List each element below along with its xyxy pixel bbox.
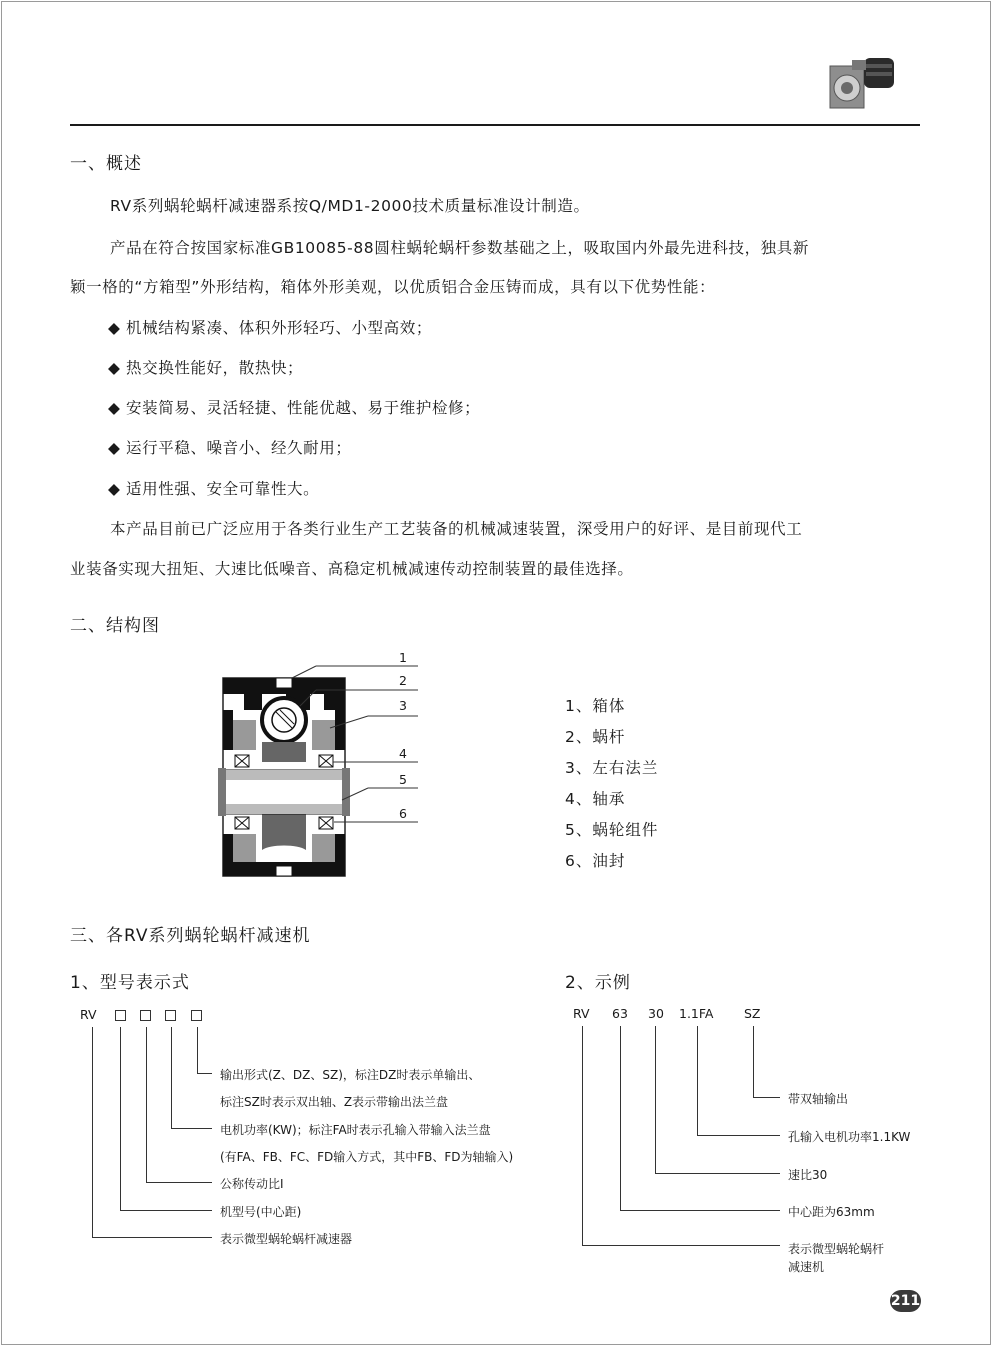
callout-number: 1: [399, 650, 407, 665]
leader-line: [582, 1026, 583, 1245]
legend-item: 2、蜗杆: [565, 728, 626, 746]
leader-line: [92, 1027, 93, 1237]
model-code-prefix: RV: [80, 1007, 97, 1022]
paragraph-standard: RV系列蜗轮蜗杆减速器系按Q/MD1-2000技术质量标准设计制造。: [110, 197, 590, 215]
example-note: 中心距为63mm: [788, 1205, 875, 1219]
leader-line: [753, 1097, 780, 1098]
example-note: 孔输入电机功率1.1KW: [788, 1130, 911, 1144]
example-note: 速比30: [788, 1168, 828, 1182]
leader-line: [171, 1027, 172, 1128]
leader-line: [753, 1026, 754, 1097]
example-code: 1.1FA: [679, 1006, 714, 1021]
leader-line: [120, 1210, 212, 1211]
paragraph-application-line1: 本产品目前已广泛应用于各类行业生产工艺装备的机械减速装置，深受用户的好评、是目前现代工: [110, 520, 803, 538]
subsection-title-model-format: 1、型号表示式: [70, 973, 190, 993]
legend-item: 3、左右法兰: [565, 759, 659, 777]
legend-item: 1、箱体: [565, 697, 626, 715]
bullet-item: ◆ 适用性强、安全可靠性大。: [108, 480, 320, 498]
callout-number: 4: [399, 746, 407, 761]
leader-line: [655, 1173, 780, 1174]
page-number: 211: [890, 1290, 921, 1312]
example-code: SZ: [744, 1006, 761, 1021]
legend-item: 4、轴承: [565, 790, 626, 808]
leader-line: [197, 1027, 198, 1073]
leader-line: [197, 1073, 212, 1074]
subsection-title-example: 2、示例: [565, 973, 631, 993]
paragraph-application-line2: 业装备实现大扭矩、大速比低噪音、高稳定机械减速传动控制装置的最佳选择。: [70, 560, 634, 578]
structure-diagram: [218, 650, 428, 886]
code-placeholder-box: [191, 1010, 202, 1021]
leader-line: [146, 1182, 212, 1183]
section-title-structure: 二、结构图: [70, 616, 160, 636]
leader-line: [620, 1026, 621, 1210]
code-placeholder-box: [165, 1010, 176, 1021]
code-placeholder-box: [115, 1010, 126, 1021]
callout-number: 2: [399, 673, 407, 688]
leader-line: [92, 1237, 212, 1238]
example-code: RV: [573, 1006, 590, 1021]
model-note: 机型号(中心距): [220, 1205, 302, 1219]
bullet-item: ◆ 安装简易、灵活轻捷、性能优越、易于维护检修；: [108, 399, 481, 417]
example-code: 30: [648, 1006, 664, 1021]
callout-number: 5: [399, 772, 407, 787]
leader-line: [120, 1027, 121, 1210]
model-note: 电机功率(KW)；标注FA时表示孔输入带输入法兰盘: [220, 1123, 491, 1137]
example-note: 带双轴输出: [788, 1092, 849, 1106]
motor-icon: [826, 52, 900, 114]
model-note: 输出形式(Z、DZ、SZ)，标注DZ时表示单输出、: [220, 1068, 481, 1082]
model-note: 标注SZ时表示双出轴、Z表示带输出法兰盘: [220, 1095, 449, 1109]
callout-number: 6: [399, 806, 407, 821]
leader-line: [582, 1245, 780, 1246]
header-rule: [70, 124, 920, 126]
leader-line: [171, 1128, 212, 1129]
paragraph-product-line2: 颖一格的“方箱型”外形结构，箱体外形美观，以优质铝合金压铸而成，具有以下优势性能：: [70, 278, 716, 296]
example-code: 63: [612, 1006, 628, 1021]
bullet-item: ◆ 机械结构紧凑、体积外形轻巧、小型高效；: [108, 319, 432, 337]
bullet-item: ◆ 热交换性能好，散热快；: [108, 359, 304, 377]
legend-item: 5、蜗轮组件: [565, 821, 659, 839]
leader-line: [655, 1026, 656, 1173]
model-note: 表示微型蜗轮蜗杆减速器: [220, 1232, 353, 1246]
leader-line: [146, 1027, 147, 1182]
legend-item: 6、油封: [565, 852, 626, 870]
bullet-item: ◆ 运行平稳、噪音小、经久耐用；: [108, 439, 352, 457]
leader-line: [620, 1210, 780, 1211]
paragraph-product-line1: 产品在符合按国家标准GB10085-88圆柱蜗轮蜗杆参数基础之上，吸取国内外最先进科技，独具新: [110, 239, 809, 257]
model-note: (有FA、FB、FC、FD输入方式，其中FB、FD为轴输入): [220, 1150, 514, 1164]
code-placeholder-box: [140, 1010, 151, 1021]
leader-line: [697, 1026, 698, 1135]
leader-line: [697, 1135, 780, 1136]
callout-number: 3: [399, 698, 407, 713]
model-note: 公称传动比I: [220, 1177, 284, 1191]
example-note: 表示微型蜗轮蜗杆: [788, 1242, 885, 1256]
example-note: 减速机: [788, 1260, 825, 1274]
section-title-models: 三、各RV系列蜗轮蜗杆减速机: [70, 926, 311, 946]
section-title-overview: 一、概述: [70, 154, 142, 174]
